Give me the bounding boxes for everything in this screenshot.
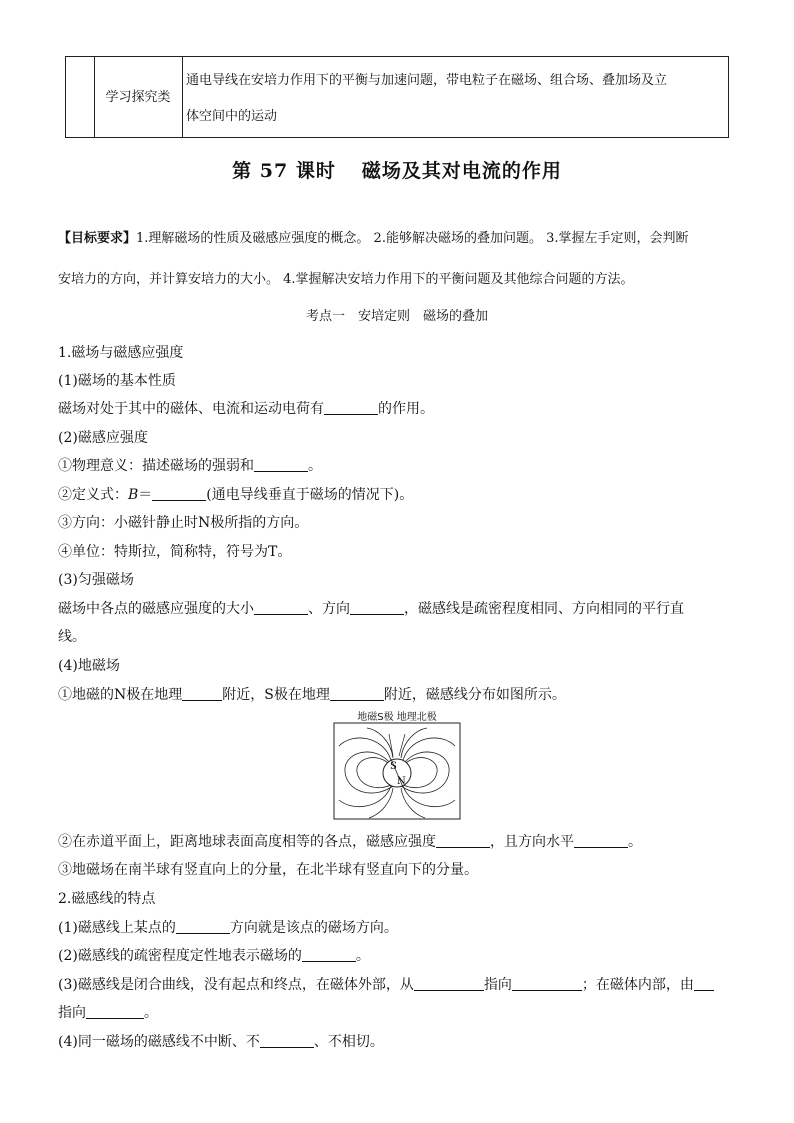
blank [86,1004,144,1019]
table-content-cell [186,63,722,135]
geomagnetic-field-diagram [333,722,461,820]
s1-p4-title: (4)地磁场 [58,658,120,674]
blank [414,976,484,991]
south-pole-label: S [390,761,397,772]
blank [152,486,206,501]
page-title [0,156,794,183]
blank [330,686,384,701]
s2-l2: (2)磁感线的疏密程度定性地表示磁场的 。 [58,948,370,964]
goals-line1: 【目标要求】1.理解磁场的性质及磁感应强度的概念。 2.能够解决磁场的叠加问题。 3.掌握左手定则，会判断 [58,231,689,246]
blank [254,457,308,472]
blank [324,400,378,415]
s1-p2-title: (2)磁感应强度 [58,430,148,446]
s1-p3-cont: 线。 [58,629,86,645]
blank [512,976,582,991]
s1-p2-1: ①物理意义：描述磁场的强弱和 。 [58,458,322,474]
table-category-cell: 学习探究类 [94,57,183,137]
s1-p1-title: (1)磁场的基本性质 [58,373,176,389]
lesson-name: 磁场及其对电流的作用 [361,160,562,182]
s2-l4: (4)同一磁场的磁感线不中断、不 、不相切。 [58,1034,384,1050]
s1-p2-3: ③方向：小磁针静止时N极所指的方向。 [58,515,309,531]
s1-p2-4: ④单位：特斯拉，简称特，符号为T。 [58,544,292,560]
blank [254,600,308,615]
figure-caption: 地磁S极 地理北极 [357,712,437,723]
s2-l3-cont: 指向 。 [58,1005,158,1021]
goals-line2: 安培力的方向，并计算安培力的大小。 4.掌握解决安培力作用下的平衡问题及其他综合问题的方法。 [58,272,634,287]
north-pole-label: N [397,776,406,787]
blank [260,1033,314,1048]
s2-l1: (1)磁感线上某点的 方向就是该点的磁场方向。 [58,920,398,936]
table-empty-cell [66,57,95,137]
goals-label: 【目标要求】 [58,231,137,246]
s1-heading: 1.磁场与磁感应强度 [58,345,184,361]
s1-p4-3: ③地磁场在南半球有竖直向上的分量，在北半球有竖直向下的分量。 [58,862,478,878]
s1-p4-2: ②在赤道平面上，距离地球表面高度相等的各点，磁感应强度 ，且方向水平 。 [58,834,642,850]
s1-p2-2: ②定义式：B＝ (通电导线垂直于磁场的情况下)。 [58,487,414,503]
section-title: 考点一 安培定则 磁场的叠加 [305,309,488,324]
s2-heading: 2.磁感线的特点 [58,891,156,907]
table-content-line1: 通电导线在安培力作用下的平衡与加速问题，带电粒子在磁场、组合场、叠加场及立 [186,73,668,88]
blank [182,686,222,701]
blank [436,833,490,848]
geomagnetic-figure [333,708,461,820]
blank [176,919,230,934]
info-table [65,56,729,138]
blank [694,976,714,991]
blank [574,833,628,848]
lesson-number: 第 57 课时 [232,160,336,182]
blank [350,600,404,615]
s1-p4-1: ①地磁的N极在地理 附近，S极在地理 附近，磁感线分布如图所示。 [58,687,566,703]
s2-l3: (3)磁感线是闭合曲线，没有起点和终点，在磁体外部，从 指向 ；在磁体内部，由 [58,974,748,994]
table-content-line2: 体空间中的运动 [186,109,278,124]
s1-p3-text: 磁场中各点的磁感应强度的大小 、方向 ，磁感线是疏密程度相同、方向相同的平行直 [58,601,684,617]
blank [302,947,356,962]
s1-p3-title: (3)匀强磁场 [58,572,134,588]
s1-p1-text: 磁场对处于其中的磁体、电流和运动电荷有 的作用。 [58,401,434,417]
